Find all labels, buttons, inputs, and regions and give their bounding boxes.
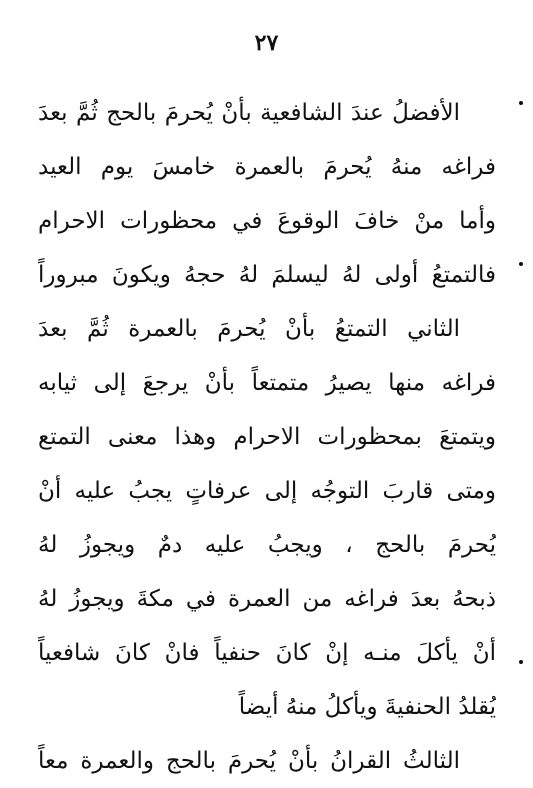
text-line: أنْ يأكلَ منـه إنْ كانَ حنفياً فانْ كانَ شافعياً <box>38 640 496 666</box>
text-line: فراغه منها يصيرُ متمتعاً بأنْ يرجعَ إلى ثيابه <box>38 370 496 396</box>
text-line: فراغه منهُ يُحرمَ بالعمرة خامسَ يوم العيد <box>38 154 496 180</box>
text-line: يُحرمَ بالحج ، ويجبُ عليه دمٌ ويجوزُ لهُ <box>38 532 496 558</box>
text-line: ويتمتعَ بمحظورات الاحرام وهذا معنى التمتع <box>38 424 496 450</box>
margin-mark <box>519 660 523 664</box>
margin-mark <box>519 262 523 266</box>
page-number: ٢٧ <box>254 30 279 56</box>
body-text <box>38 86 496 788</box>
text-line: الثالثُ القرانُ بأنْ يُحرمَ بالحج والعمرة معاً <box>38 748 460 774</box>
text-line: وأما منْ خافَ الوقوعَ في محظورات الاحرام <box>38 208 496 234</box>
text-line: ذبحهُ بعدَ فراغه من العمرة في مكةَ ويجوزُ لهُ <box>38 586 496 612</box>
text-line: الأفضلُ عندَ الشافعية بأنْ يُحرمَ بالحج ثُمَّ بعدَ <box>38 100 460 126</box>
text-line: يُقلدُ الحنفيةَ ويأكلُ منهُ أيضاً <box>238 694 496 720</box>
text-line: فالتمتعُ أولى لهُ ليسلمَ لهُ حجهُ ويكونَ مبروراً <box>38 262 496 288</box>
margin-mark <box>519 101 523 105</box>
text-line: الثاني التمتعُ بأنْ يُحرمَ بالعمرة ثُمَّ بعدَ <box>38 316 460 342</box>
text-line: ومتى قاربَ التوجُه إلى عرفاتٍ يجبُ عليه أنْ <box>38 478 496 504</box>
